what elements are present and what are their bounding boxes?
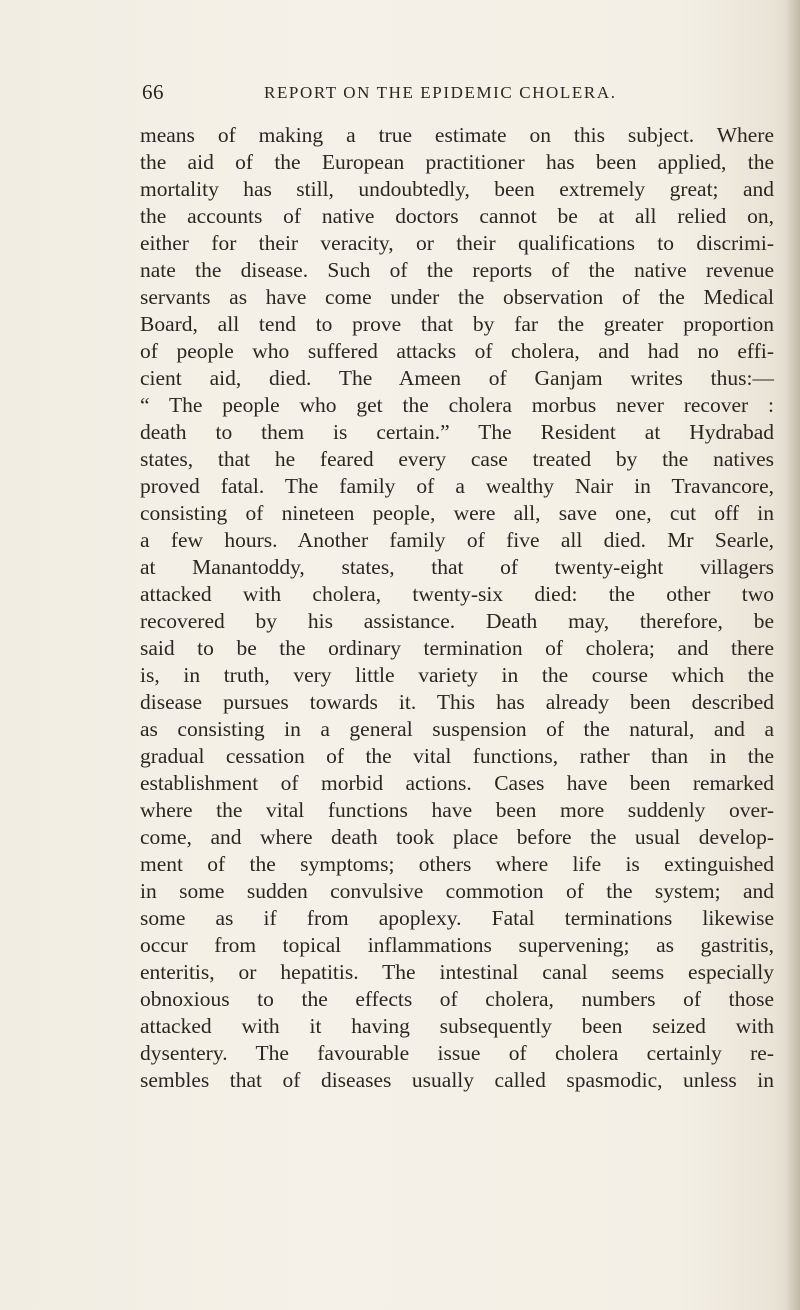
text-line: Board, all tend to prove that by far the greater proportion [140,312,774,336]
text-line: obnoxious to the effects of cholera, numbers of those [140,987,774,1011]
text-line: states, that he feared every case treated by the natives [140,447,774,471]
text-line: establishment of morbid actions. Cases have been remarked [140,771,774,795]
text-line: dysentery. The favourable issue of cholera certainly re- [140,1041,774,1065]
text-line: of people who suffered attacks of cholera, and had no effi- [140,339,774,363]
text-line: occur from topical inflammations supervening; as gastritis, [140,933,774,957]
text-line: where the vital functions have been more suddenly over- [140,798,774,822]
text-line: enteritis, or hepatitis. The intestinal canal seems especially [140,960,774,984]
text-line: means of making a true estimate on this subject. Where [140,123,774,147]
text-line: consisting of nineteen people, were all, save one, cut off in [140,501,774,525]
text-line: servants as have come under the observation of the Medical [140,285,774,309]
text-line: the aid of the European practitioner has been applied, the [140,150,774,174]
text-line: proved fatal. The family of a wealthy Nair in Travancore, [140,474,774,498]
text-line: at Manantoddy, states, that of twenty-eight villagers [140,555,774,579]
text-line: recovered by his assistance. Death may, therefore, be [140,609,774,633]
text-line: attacked with cholera, twenty-six died: the other two [140,582,774,606]
text-line: come, and where death took place before the usual develop- [140,825,774,849]
text-line: is, in truth, very little variety in the course which the [140,663,774,687]
text-line: ment of the symptoms; others where life is extinguished [140,852,774,876]
text-line: nate the disease. Such of the reports of the native revenue [140,258,774,282]
text-line: in some sudden convulsive commotion of the system; and [140,879,774,903]
text-line: the accounts of native doctors cannot be at all relied on, [140,204,774,228]
page-header [0,80,800,110]
text-line: gradual cessation of the vital functions, rather than in the [140,744,774,768]
text-line: said to be the ordinary termination of cholera; and there [140,636,774,660]
text-line: disease pursues towards it. This has already been described [140,690,774,714]
text-line: a few hours. Another family of five all died. Mr Searle, [140,528,774,552]
text-line: attacked with it having subsequently been seized with [140,1014,774,1038]
body-text [140,122,774,1094]
text-line: as consisting in a general suspension of the natural, and a [140,717,774,741]
text-line: sembles that of diseases usually called spasmodic, unless in [140,1068,774,1092]
text-line: cient aid, died. The Ameen of Ganjam writes thus:— [140,366,774,390]
text-line: some as if from apoplexy. Fatal terminations likewise [140,906,774,930]
text-line: mortality has still, undoubtedly, been extremely great; and [140,177,774,201]
running-head: REPORT ON THE EPIDEMIC CHOLERA. [264,83,617,102]
text-line: death to them is certain.” The Resident at Hydrabad [140,420,774,444]
text-line: “ The people who get the cholera morbus never recover : [140,393,774,417]
page-edge-shadow [786,0,800,1310]
page-number: 66 [142,80,164,104]
text-line: either for their veracity, or their qualifications to discrimi- [140,231,774,255]
